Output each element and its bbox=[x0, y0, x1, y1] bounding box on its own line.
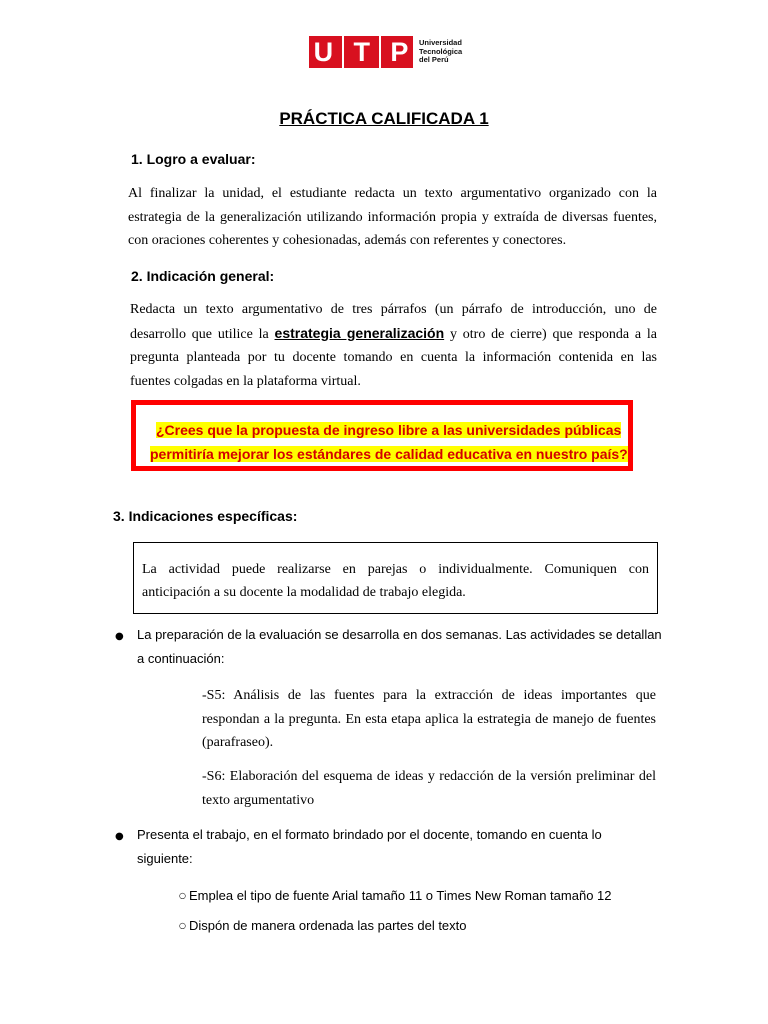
section-1-heading: 1. Logro a evaluar: bbox=[131, 151, 256, 167]
week-line: (parafraseo). bbox=[202, 735, 274, 750]
bullet-line: Presenta el trabajo, en el formato brindado por el docente, tomando en cuenta lo bbox=[137, 827, 602, 842]
question-text: ¿Crees que la propuesta de ingreso libre a las universidades públicas bbox=[156, 422, 622, 438]
bullet-line: La preparación de la evaluación se desarrolla en dos semanas. Las actividades se detallan bbox=[137, 627, 662, 642]
note-line: anticipación a su docente la modalidad de trabajo elegida. bbox=[142, 585, 466, 600]
bullet-line: a continuación: bbox=[137, 651, 225, 666]
week-line: -S6: Elaboración del esquema de ideas y redacción de la versión preliminar del bbox=[202, 769, 656, 784]
note-line: La actividad puede realizarse en parejas o individualmente. Comuniquen con bbox=[142, 562, 649, 577]
week-s5 bbox=[202, 684, 656, 755]
logo-letter-p: P bbox=[390, 36, 409, 67]
format-item: Dispón de manera ordenada las partes del texto bbox=[189, 918, 467, 933]
question-text: permitiría mejorar los estándares de calidad educativa en nuestro país? bbox=[150, 446, 628, 462]
section-2-heading: 2. Indicación general: bbox=[131, 268, 275, 284]
utp-logo bbox=[309, 35, 462, 69]
logo-line-1: Universidad bbox=[419, 38, 462, 48]
section-1-body bbox=[128, 182, 657, 253]
question-line-2 bbox=[150, 446, 628, 462]
logo-separator bbox=[379, 36, 381, 68]
question-line-1 bbox=[156, 422, 621, 438]
bullet-icon: ● bbox=[115, 831, 124, 842]
logo-line-2: Tecnológica bbox=[419, 46, 463, 56]
section-2-line: pregunta planteada por tu docente tomando en cuenta la información contenida en las bbox=[130, 350, 657, 365]
logo-separator bbox=[342, 36, 344, 68]
week-s6 bbox=[202, 765, 656, 812]
bullet-line: siguiente: bbox=[137, 851, 193, 866]
section-2-line-end: y otro de cierre) que responda a la bbox=[444, 326, 657, 342]
section-1-line: Al finalizar la unidad, el estudiante redacta un texto argumentativo organizado con la bbox=[128, 186, 657, 201]
sub-bullet-icon: ○ bbox=[179, 891, 186, 900]
page-title: PRÁCTICA CALIFICADA 1 bbox=[279, 109, 489, 128]
logo-letter-u: U bbox=[313, 36, 334, 67]
section-2-body bbox=[130, 298, 657, 393]
logo-line-3: del Perú bbox=[419, 55, 449, 65]
logo-wordmark bbox=[419, 39, 462, 65]
section-2-line: Redacta un texto argumentativo de tres párrafos (un párrafo de introducción, uno de bbox=[130, 302, 657, 317]
section-2-line-start: desarrollo que utilice la bbox=[130, 326, 275, 342]
modality-note-box bbox=[133, 542, 658, 614]
strategy-emphasis: estrategia generalización bbox=[274, 324, 445, 341]
week-line: -S5: Análisis de las fuentes para la extracción de ideas importantes que bbox=[202, 688, 656, 703]
bullet-item bbox=[137, 823, 667, 871]
logo-letter-t: T bbox=[353, 36, 370, 67]
question-box bbox=[131, 400, 633, 471]
section-3-heading: 3. Indicaciones específicas: bbox=[113, 508, 298, 524]
week-line: respondan a la pregunta. En esta etapa aplica la estrategia de manejo de fuentes bbox=[202, 711, 656, 727]
section-2-line bbox=[130, 322, 657, 347]
bullet-item bbox=[137, 623, 667, 671]
week-line: texto argumentativo bbox=[202, 792, 315, 808]
section-1-line: estrategia de la generalización utilizando información propia y extraída de diversas fuentes, bbox=[128, 209, 657, 225]
section-1-line: con oraciones coherentes y cohesionadas, además con referentes y conectores. bbox=[128, 233, 567, 248]
bullet-icon: ● bbox=[115, 631, 124, 642]
format-item: Emplea el tipo de fuente Arial tamaño 11 o Times New Roman tamaño 12 bbox=[189, 888, 612, 903]
section-2-line: fuentes colgadas en la plataforma virtual. bbox=[130, 373, 361, 389]
utp-logo-mark bbox=[309, 36, 413, 68]
sub-bullet-icon: ○ bbox=[179, 921, 186, 930]
